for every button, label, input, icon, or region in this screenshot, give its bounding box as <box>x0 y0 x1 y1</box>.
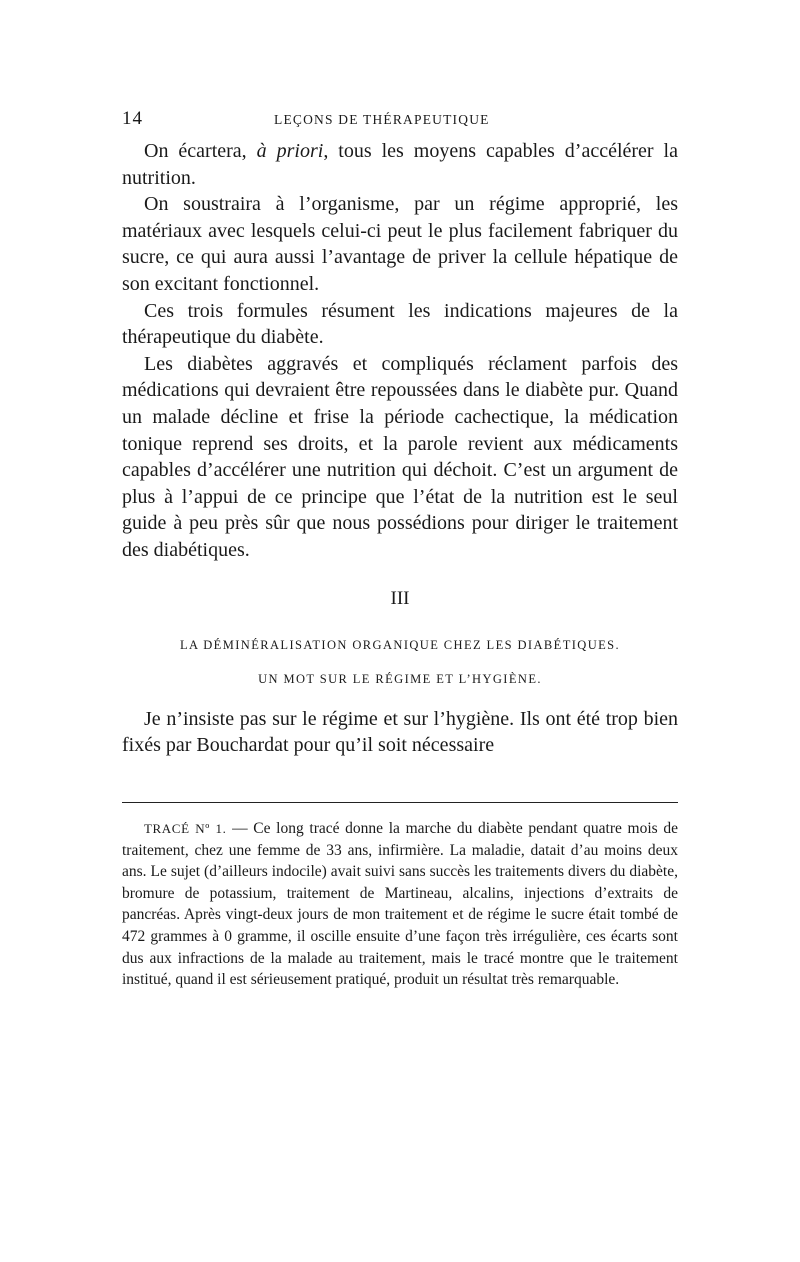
book-page <box>122 108 678 989</box>
section-title <box>122 628 678 696</box>
paragraph: Les diabètes aggravés et compliqués réclament parfois des médications qui devraient être repoussées dans le diabète pur. Quand un malade décline et frise la période cachectique, la médication tonique reprend ses droits, et la parole revient aux médicaments capables d’accélérer une nutrition qui déchoit. C’est un argument de plus à l’appui de ce principe que l’état de la nutrition est le seul guide à peu près sûr que nous possédions pour diriger le traitement des diabétiques. <box>122 352 678 561</box>
paragraph-text: On écartera, <box>144 140 257 162</box>
section-title-line: UN MOT SUR LE RÉGIME ET L’HYGIÈNE. <box>258 671 542 686</box>
body-text <box>122 138 678 759</box>
footnote-text: — Ce long tracé donne la marche du diabète pendant quatre mois de traitement, chez une femme de 33 ans, infirmière. La maladie, datait d’au moins deux ans. Le sujet (d’ailleurs indocile) avait suivi sans succès les traitements divers du diabète, bromure de potassium, traitement de Martineau, alcalins, injections d’extraits de pancréas. Après vingt-deux jours de mon traitement et de régime le sucre était tombé de 472 grammes à 0 gramme, il oscille ensuite d’une façon très irrégulière, ces écarts sont dus aux infractions de la malade au traitement, mais le tracé montre que le traitement institué, quand il est sérieusement pratiqué, produit un résultat très remarquable. <box>122 820 678 989</box>
section-title-line: LA DÉMINÉRALISATION ORGANIQUE CHEZ LES DIABÉTIQUES. <box>179 637 621 652</box>
paragraph: Je n’insiste pas sur le régime et sur l’hygiène. Ils ont été trop bien fixés par Bouchardat pour qu’il soit nécessaire <box>122 707 678 757</box>
italic-term: à priori <box>256 140 324 162</box>
footnote <box>122 818 678 991</box>
section-body <box>122 706 678 759</box>
paragraph-text: , tous les moyens capables d’accélérer la nutrition. <box>122 140 678 189</box>
running-head: LEÇONS DE THÉRAPEUTIQUE <box>274 112 490 127</box>
page-header <box>122 108 678 138</box>
footnote-label: TRACÉ Nº 1. <box>144 821 227 836</box>
page-number: 14 <box>122 108 143 129</box>
paragraph: Ces trois formules résument les indications majeures de la thérapeutique du diabète. <box>122 299 678 349</box>
paragraph <box>122 138 678 191</box>
section-numeral: III <box>390 587 410 609</box>
paragraph: On soustraira à l’organisme, par un régime approprié, les matériaux avec lesquels celui-ci peut le plus facilement fabriquer du sucre, ce qui aura aussi l’avantage de priver la cellule hépatique de son excitant fonctionnel. <box>122 193 678 295</box>
footnote-rule <box>122 802 678 803</box>
